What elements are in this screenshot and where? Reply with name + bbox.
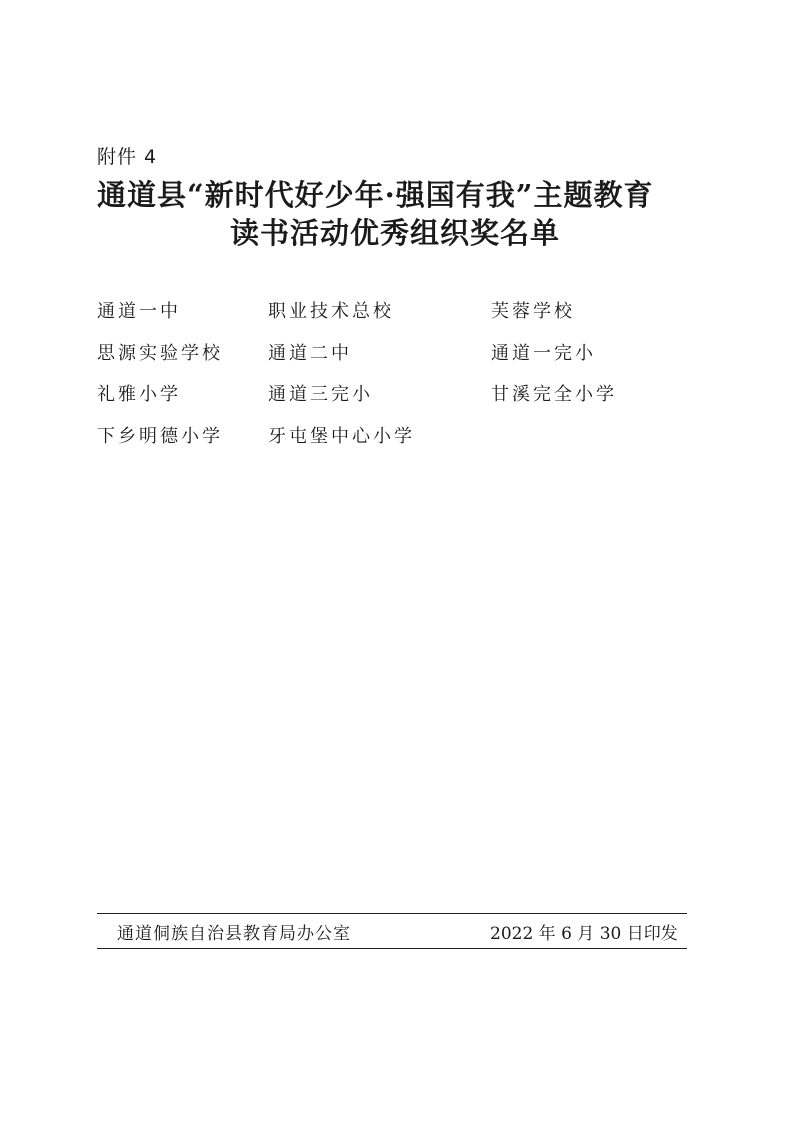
school-item: 甘溪完全小学 bbox=[491, 384, 617, 405]
school-item: 礼雅小学 bbox=[97, 384, 181, 405]
school-item: 下乡明德小学 bbox=[97, 426, 223, 447]
school-item: 通道一中 bbox=[97, 301, 181, 322]
school-item: 牙屯堡中心小学 bbox=[268, 426, 415, 447]
school-item: 通道三完小 bbox=[268, 384, 373, 405]
school-item: 职业技术总校 bbox=[268, 301, 394, 322]
issue-date: 2022 年 6 月 30 日印发 bbox=[490, 924, 678, 944]
school-item: 芙蓉学校 bbox=[491, 301, 575, 322]
school-item: 通道一完小 bbox=[491, 343, 596, 364]
school-item: 通道二中 bbox=[268, 343, 352, 364]
document-title-line-2: 读书活动优秀组织奖名单 bbox=[229, 216, 560, 250]
attachment-label: 附件 4 bbox=[97, 146, 158, 168]
footer-bottom-rule bbox=[97, 948, 687, 949]
document-title-line-1: 通道县“新时代好少年·强国有我”主题教育 bbox=[97, 178, 654, 212]
school-item: 思源实验学校 bbox=[97, 343, 223, 364]
footer-top-rule bbox=[97, 913, 687, 914]
issuing-office: 通道侗族自治县教育局办公室 bbox=[117, 924, 351, 944]
